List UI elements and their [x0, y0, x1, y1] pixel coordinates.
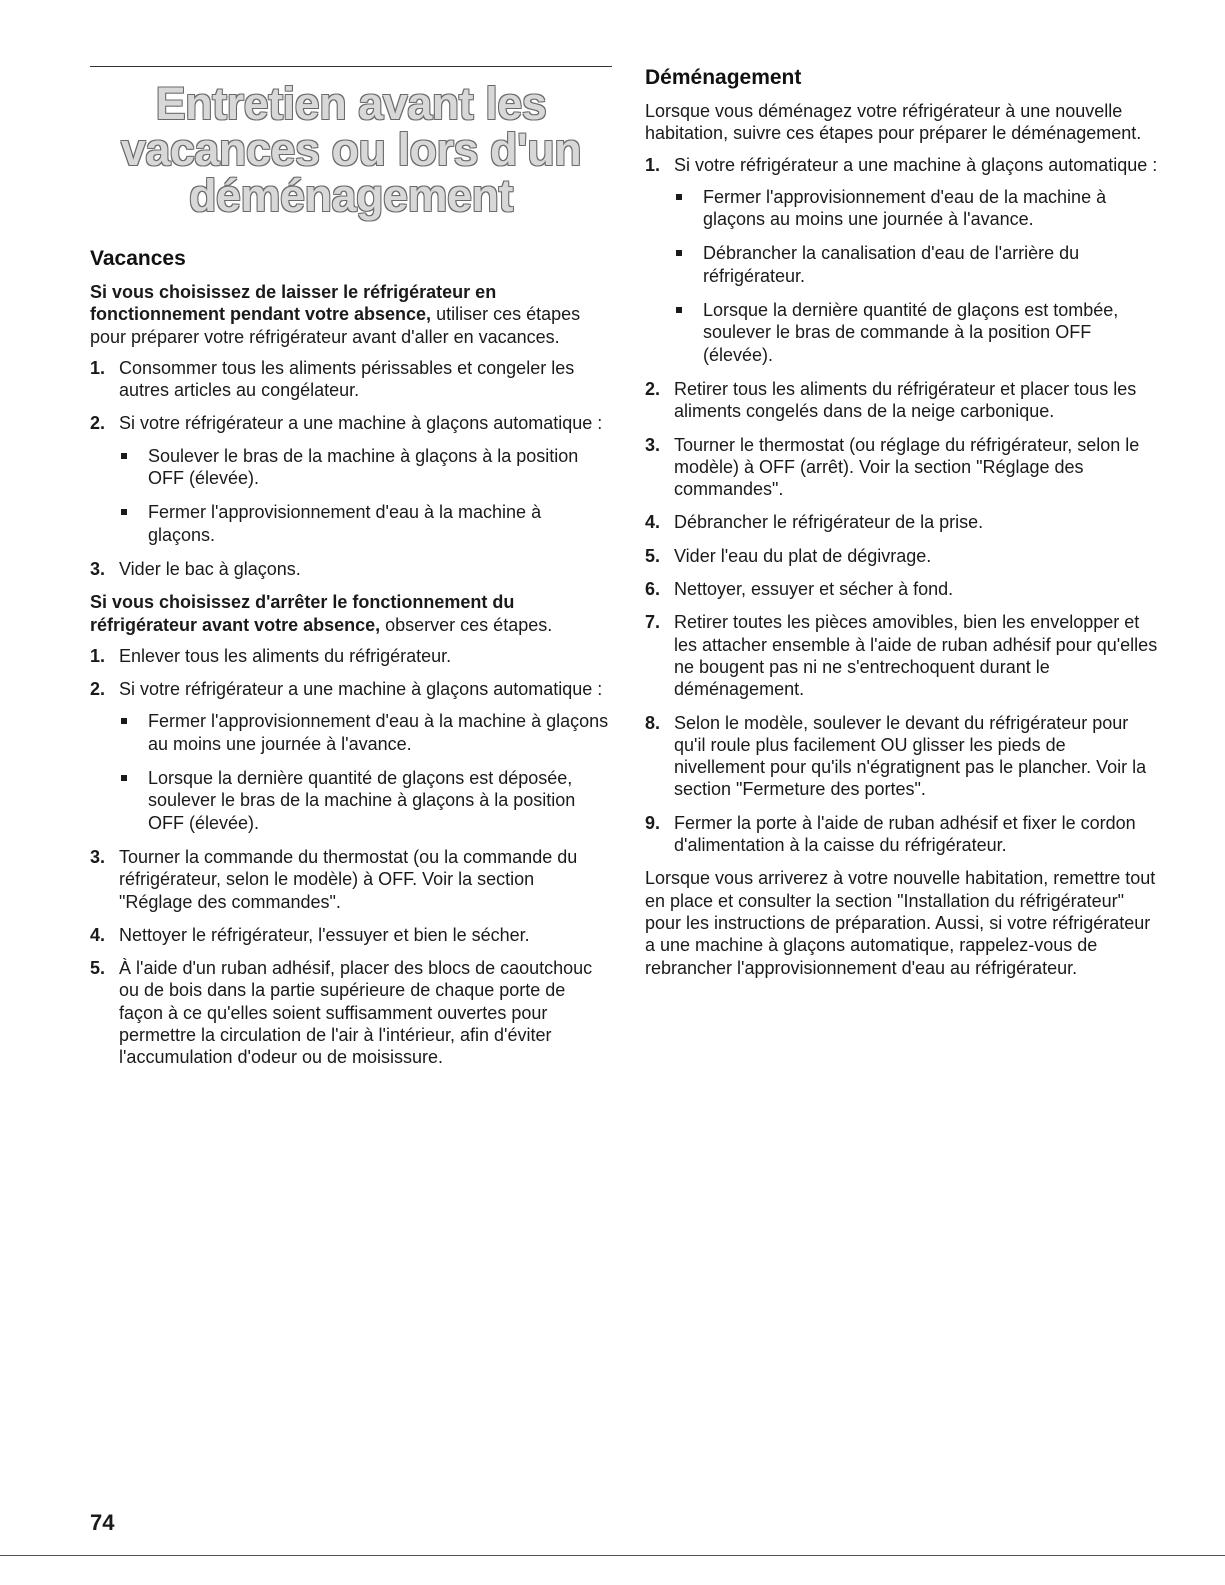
- step-number: 1.: [645, 154, 661, 175]
- step-number: 9.: [645, 812, 661, 833]
- list-item: [90, 678, 612, 834]
- bullet-item: [674, 186, 1160, 231]
- step-text: Nettoyer le réfrigérateur, l'essuyer et bien le sécher.: [119, 924, 530, 945]
- bottom-rule: [0, 1555, 1225, 1556]
- vacances-list-2: [90, 645, 612, 1069]
- step-text: Enlever tous les aliments du réfrigérateur.: [119, 645, 452, 666]
- list-item: [645, 812, 1160, 857]
- bullet-list: [119, 445, 612, 546]
- step-text: Vider l'eau du plat de dégivrage.: [674, 545, 932, 566]
- square-bullet-icon: [121, 453, 127, 459]
- vacances-list-1: [90, 357, 612, 580]
- step-number: 5.: [90, 958, 106, 979]
- bullet-text: Fermer l'approvisionnement d'eau à la machine à glaçons au moins une journée à l'avance.: [148, 711, 609, 754]
- step-text: Si votre réfrigérateur a une machine à glaçons automatique :: [674, 154, 1158, 175]
- demenagement-list: [645, 154, 1160, 857]
- square-bullet-icon: [121, 775, 127, 781]
- step-number: 4.: [645, 512, 661, 533]
- list-item: [90, 846, 612, 913]
- step-number: 2.: [90, 679, 106, 700]
- vacances-intro-1-bold: Si vous choisissez de laisser le réfrigérateur en fonctionnement pendant votre absence,: [90, 282, 497, 325]
- step-text: Fermer la porte à l'aide de ruban adhésif et fixer le cordon d'alimentation à la caisse du réfrigérateur.: [674, 812, 1136, 856]
- step-text: Si votre réfrigérateur a une machine à glaçons automatique :: [119, 679, 603, 700]
- bullet-item: [674, 242, 1160, 287]
- step-number: 3.: [90, 846, 106, 867]
- right-column: [645, 66, 1160, 988]
- step-text: Vider le bac à glaçons.: [119, 558, 301, 579]
- list-item: [645, 154, 1160, 366]
- step-number: 3.: [645, 434, 661, 455]
- list-item: [645, 434, 1160, 501]
- step-text: Tourner le thermostat (ou réglage du réfrigérateur, selon le modèle) à OFF (arrêt). Voir la section "Réglage des commandes".: [674, 434, 1140, 500]
- step-number: 5.: [645, 545, 661, 566]
- step-number: 8.: [645, 712, 661, 733]
- bullet-list: [674, 186, 1160, 366]
- step-number: 7.: [645, 612, 661, 633]
- step-text: Si votre réfrigérateur a une machine à glaçons automatique :: [119, 413, 603, 434]
- step-text: Nettoyer, essuyer et sécher à fond.: [674, 579, 954, 600]
- left-column: [90, 66, 612, 1080]
- demenagement-intro: Lorsque vous déménagez votre réfrigérateur à une nouvelle habitation, suivre ces étapes pour préparer le déménagement.: [645, 101, 1142, 144]
- list-item: [645, 378, 1160, 423]
- bullet-text: Fermer l'approvisionnement d'eau de la machine à glaçons au moins une journée à l'avance.: [703, 186, 1107, 230]
- step-text: Selon le modèle, soulever le devant du réfrigérateur pour qu'il roule plus facilement OU glisser les pieds de nivellement pour qu'ils n'égratignent pas le plancher. Voir la section "Fermeture des portes".: [674, 712, 1147, 800]
- vacances-intro-1: [90, 281, 612, 348]
- vacances-intro-2-text: observer ces étapes.: [380, 614, 553, 635]
- bullet-list: [119, 710, 612, 833]
- step-number: 3.: [90, 558, 106, 579]
- page-title: Entretien avant les vacances ou lors d'un déménagement: [120, 78, 582, 221]
- list-item: [645, 712, 1160, 801]
- list-item: [645, 578, 1160, 600]
- list-item: [90, 558, 612, 580]
- square-bullet-icon: [676, 307, 682, 313]
- step-number: 6.: [645, 579, 661, 600]
- list-item: [90, 357, 612, 402]
- bullet-item: [119, 501, 612, 546]
- step-text: Débrancher le réfrigérateur de la prise.: [674, 512, 984, 533]
- bullet-text: Lorsque la dernière quantité de glaçons est tombée, soulever le bras de commande à la position OFF (élevée).: [703, 300, 1119, 365]
- demenagement-heading: Déménagement: [645, 66, 802, 89]
- bullet-item: [119, 445, 612, 490]
- bullet-text: Débrancher la canalisation d'eau de l'arrière du réfrigérateur.: [703, 243, 1080, 286]
- step-text: Tourner la commande du thermostat (ou la commande du réfrigérateur, selon le modèle) à OFF. Voir la section "Réglage des commandes".: [119, 846, 578, 912]
- list-item: [90, 957, 612, 1068]
- step-text: À l'aide d'un ruban adhésif, placer des blocs de caoutchouc ou de bois dans la partie supérieure de chaque porte de façon à ce qu'elles soient suffisamment ouvertes pour permettre la circulation de l'air à l'intérieur, afin d'éviter l'accumulation d'odeur ou de moisissure.: [119, 958, 593, 1068]
- square-bullet-icon: [676, 250, 682, 256]
- vacances-intro-2: [90, 591, 612, 636]
- square-bullet-icon: [121, 718, 127, 724]
- list-item: [90, 645, 612, 667]
- bullet-item: [119, 710, 612, 755]
- bullet-item: [119, 767, 612, 834]
- demenagement-outro: Lorsque vous arriverez à votre nouvelle habitation, remettre tout en place et consulter la section "Installation du réfrigérateur" pour les instructions de préparation. Aussi, si votre réfrigérateur a une machine à glaçons automatique, rappelez-vous de rebrancher l'approvisionnement d'eau au réfrigérateur.: [645, 868, 1156, 978]
- step-number: 1.: [90, 645, 106, 666]
- step-number: 2.: [90, 413, 106, 434]
- bullet-text: Soulever le bras de la machine à glaçons à la position OFF (élevée).: [148, 445, 579, 489]
- step-text: Retirer tous les aliments du réfrigérateur et placer tous les aliments congelés dans de la neige carbonique.: [674, 378, 1137, 422]
- bullet-text: Fermer l'approvisionnement d'eau à la machine à glaçons.: [148, 502, 542, 545]
- list-item: [645, 511, 1160, 533]
- step-number: 4.: [90, 924, 106, 945]
- vacances-heading: Vacances: [90, 247, 186, 270]
- bullet-text: Lorsque la dernière quantité de glaçons est déposée, soulever le bras de la machine à glaçons à la position OFF (élevée).: [148, 768, 576, 833]
- title-rule: [90, 66, 612, 67]
- vacances-intro-1-text: utiliser ces étapes pour préparer votre réfrigérateur avant d'aller en vacances.: [90, 304, 581, 347]
- page-number: 74: [90, 1510, 115, 1535]
- step-number: 1.: [90, 357, 106, 378]
- list-item: [645, 545, 1160, 567]
- bullet-item: [674, 299, 1160, 366]
- vacances-intro-2-bold: Si vous choisissez d'arrêter le fonctionnement du réfrigérateur avant votre absence,: [90, 592, 515, 635]
- square-bullet-icon: [676, 194, 682, 200]
- step-text: Retirer toutes les pièces amovibles, bien les envelopper et les attacher ensemble à l'aide de ruban adhésif pour qu'elles ne bougent pas ni ne s'entrechoquent durant le déménagement.: [674, 612, 1158, 700]
- list-item: [645, 611, 1160, 700]
- step-text: Consommer tous les aliments périssables et congeler les autres articles au congélateur.: [119, 357, 575, 401]
- list-item: [90, 924, 612, 946]
- step-number: 2.: [645, 378, 661, 399]
- square-bullet-icon: [121, 509, 127, 515]
- list-item: [90, 412, 612, 545]
